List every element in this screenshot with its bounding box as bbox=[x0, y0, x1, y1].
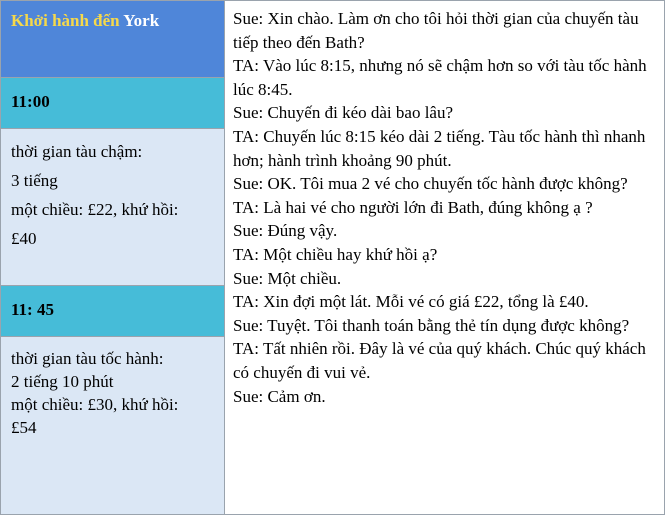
slow-train-info-cell bbox=[1, 129, 225, 286]
express-train-fare-label: một chiều: £30, khứ hồi: bbox=[11, 395, 179, 414]
dialogue-line: Sue: Đúng vậy. bbox=[233, 221, 338, 241]
slow-train-time-cell bbox=[1, 78, 225, 129]
dialogue-line: TA: Là hai vé cho người lớn đi Bath, đúng không ạ ? bbox=[233, 197, 593, 217]
express-train-duration-label: thời gian tàu tốc hành: bbox=[11, 349, 164, 368]
dialogue-line: Sue: Chuyến đi kéo dài bao lâu? bbox=[233, 103, 454, 123]
dialogue-line: Sue: OK. Tôi mua 2 vé cho chuyến tốc hành được không? bbox=[233, 174, 628, 194]
dialogue-cell bbox=[225, 1, 665, 515]
departure-title-prefix: Khởi hành đến bbox=[11, 11, 124, 30]
departure-title bbox=[1, 1, 224, 31]
express-train-time: 11: 45 bbox=[11, 300, 54, 319]
dialogue-line: Sue: Một chiều. bbox=[233, 268, 342, 288]
express-train-info-cell bbox=[1, 337, 225, 515]
dialogue-line: Sue: Xin chào. Làm ơn cho tôi hỏi thời gian của chuyến tàu tiếp theo đến Bath? bbox=[233, 9, 639, 52]
express-train-return-fare: £54 bbox=[11, 418, 37, 437]
express-train-duration: 2 tiếng 10 phút bbox=[11, 372, 114, 391]
dialogue-line: TA: Chuyến lúc 8:15 kéo dài 2 tiếng. Tàu tốc hành thì nhanh hơn; hành trình khoảng 90 phút. bbox=[233, 126, 646, 170]
dialogue-line: TA: Xin đợi một lát. Mỗi vé có giá £22, tổng là £40. bbox=[233, 292, 589, 312]
slow-train-duration-label: thời gian tàu chậm: bbox=[11, 142, 143, 161]
slow-train-time: 11:00 bbox=[11, 92, 50, 111]
departure-header-cell bbox=[1, 1, 225, 78]
dialogue-line: Sue: Tuyệt. Tôi thanh toán bằng thẻ tín dụng được không? bbox=[233, 315, 630, 335]
dialogue-line: TA: Vào lúc 8:15, nhưng nó sẽ chậm hơn so với tàu tốc hành lúc 8:45. bbox=[233, 56, 647, 99]
dialogue-line: Sue: Cảm ơn. bbox=[233, 386, 326, 406]
dialogue-line: TA: Một chiều hay khứ hồi ạ? bbox=[233, 244, 438, 264]
slow-train-info bbox=[1, 129, 224, 253]
slow-train-return-fare: £40 bbox=[11, 229, 37, 248]
slow-train-duration: 3 tiếng bbox=[11, 171, 58, 190]
dialogue-text bbox=[225, 1, 664, 408]
dialogue-line: TA: Tất nhiên rồi. Đây là vé của quý khách. Chúc quý khách có chuyến đi vui vẻ. bbox=[233, 339, 646, 382]
express-train-info bbox=[1, 337, 224, 439]
express-train-time-cell bbox=[1, 286, 225, 337]
slow-train-fare-label: một chiều: £22, khứ hồi: bbox=[11, 200, 179, 219]
departure-title-city: York bbox=[123, 11, 160, 30]
